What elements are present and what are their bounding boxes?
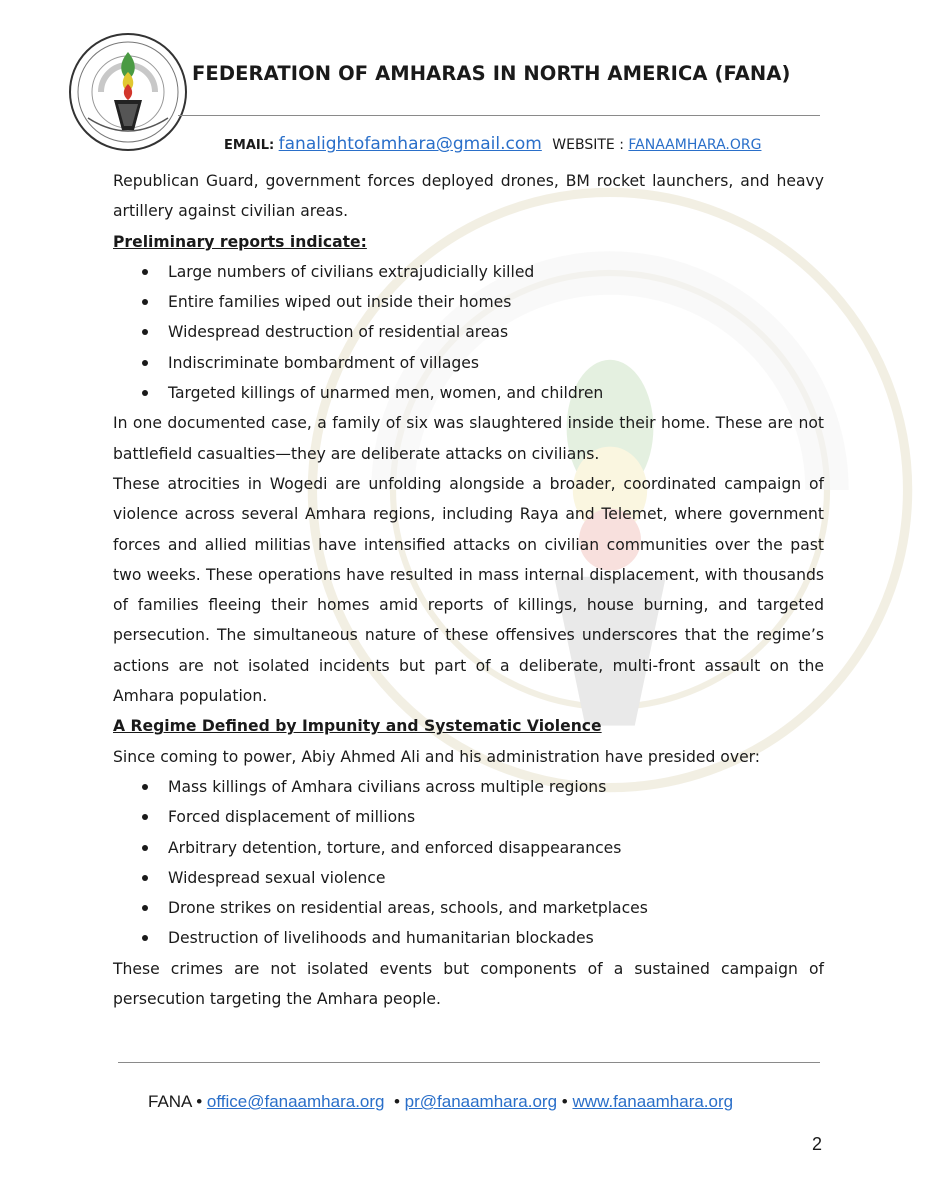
list-item: [113, 348, 824, 378]
contact-line: [224, 134, 761, 154]
paragraph: These crimes are not isolated events but components of a sustained campaign of persecution targeting the Amhara people.: [113, 959, 824, 1009]
list-item-text: Indiscriminate bombardment of villages: [168, 353, 480, 372]
footer-divider: [118, 1062, 820, 1063]
footer-contact: [148, 1092, 733, 1112]
list-item: [113, 287, 824, 317]
list-item-text: Mass killings of Amhara civilians across multiple regions: [168, 777, 607, 796]
list-item-text: Forced displacement of millions: [168, 808, 416, 827]
list-item: [113, 923, 824, 953]
list-item-text: Drone strikes on residential areas, schools, and marketplaces: [168, 899, 648, 918]
bullet-list: [113, 257, 824, 408]
bullet-list: [113, 772, 824, 954]
paragraph: Republican Guard, government forces deployed drones, BM rocket launchers, and heavy artillery against civilian areas.: [113, 172, 824, 221]
section-heading: A Regime Defined by Impunity and Systematic Violence: [113, 717, 602, 736]
list-item: [113, 378, 824, 408]
bullet-icon: [142, 875, 148, 881]
list-item: [113, 833, 824, 863]
document-body: [113, 166, 824, 1014]
list-item: [113, 893, 824, 923]
website-link[interactable]: FANAAMHARA.ORG: [628, 137, 762, 153]
footer-separator: •: [561, 1092, 568, 1111]
list-item-text: Arbitrary detention, torture, and enforced disappearances: [168, 838, 622, 857]
section-heading: Preliminary reports indicate:: [113, 232, 367, 251]
bullet-icon: [142, 329, 148, 335]
paragraph: In one documented case, a family of six was slaughtered inside their home. These are not battlefield casualties—they are deliberate attacks on civilians.: [113, 414, 824, 463]
footer-pr-email-link[interactable]: pr@fanaamhara.org: [404, 1092, 558, 1111]
email-label: EMAIL:: [224, 138, 275, 153]
paragraph: These atrocities in Wogedi are unfolding alongside a broader, coordinated campaign of violence across several Amhara regions, including Raya and Telemet, where government forces and allied militias have intensified attacks on civilian communities over the past two weeks. These operations have resulted in mass internal displacement, with thousands of families fleeing their homes amid reports of killings, house burning, and targeted persecution. The simultaneous nature of these offensives underscores that the regime’s actions are not isolated incidents but part of a deliberate, multi-front assault on the Amhara population.: [113, 474, 824, 706]
organization-title: FEDERATION OF AMHARAS IN NORTH AMERICA (FANA): [192, 62, 791, 85]
page-number: 2: [812, 1134, 823, 1154]
bullet-icon: [142, 360, 148, 366]
fana-logo-icon: [68, 32, 188, 152]
bullet-icon: [142, 814, 148, 820]
email-link[interactable]: fanalightofamhara@gmail.com: [278, 134, 542, 154]
bullet-icon: [142, 845, 148, 851]
footer-separator: •: [196, 1092, 203, 1111]
footer-org: FANA: [148, 1092, 192, 1111]
list-item-text: Widespread sexual violence: [168, 868, 386, 887]
list-item-text: Widespread destruction of residential areas: [168, 323, 509, 342]
bullet-icon: [142, 390, 148, 396]
bullet-icon: [142, 269, 148, 275]
list-item: [113, 317, 824, 347]
header-divider: [178, 115, 820, 116]
list-item: [113, 802, 824, 832]
bullet-icon: [142, 935, 148, 941]
list-item-text: Large numbers of civilians extrajudicially killed: [168, 262, 535, 281]
footer-office-email-link[interactable]: office@fanaamhara.org: [206, 1092, 385, 1111]
paragraph: Since coming to power, Abiy Ahmed Ali and his administration have presided over:: [113, 747, 761, 766]
footer-separator: •: [393, 1092, 400, 1111]
website-label: WEBSITE :: [552, 137, 624, 153]
list-item-text: Entire families wiped out inside their homes: [168, 293, 512, 312]
footer-website-link[interactable]: www.fanaamhara.org: [572, 1092, 734, 1111]
list-item: [113, 257, 824, 287]
bullet-icon: [142, 784, 148, 790]
bullet-icon: [142, 905, 148, 911]
list-item-text: Destruction of livelihoods and humanitarian blockades: [168, 929, 594, 948]
list-item: [113, 863, 824, 893]
list-item: [113, 772, 824, 802]
bullet-icon: [142, 299, 148, 305]
list-item-text: Targeted killings of unarmed men, women, and children: [168, 384, 604, 403]
